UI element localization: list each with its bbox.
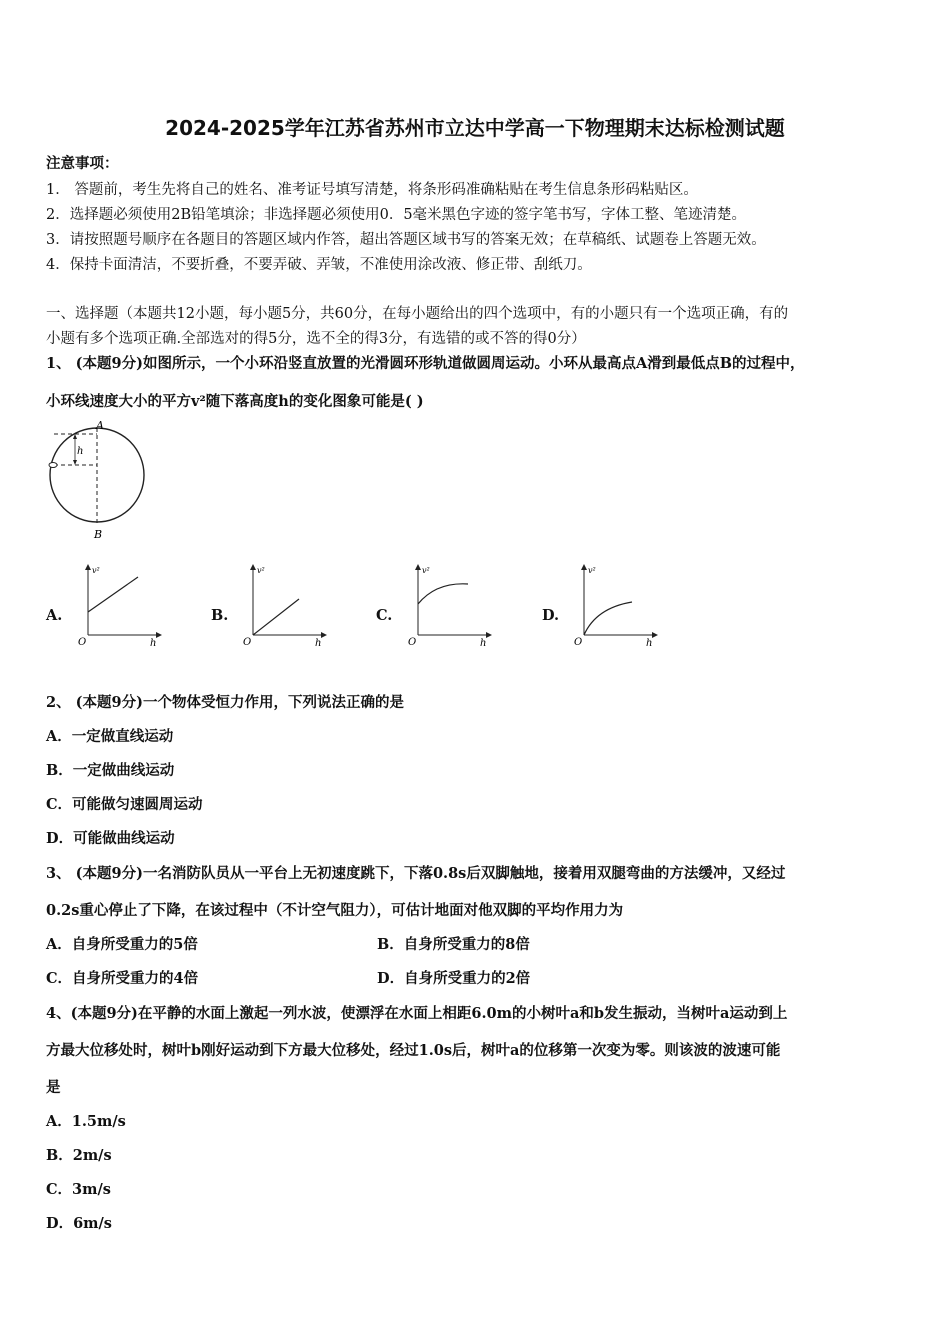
q1-option-c-ylabel: v² bbox=[422, 566, 430, 575]
q2-option-d[interactable]: D．可能做曲线运动 bbox=[46, 830, 175, 847]
q1-option-b-ylabel: v² bbox=[257, 566, 265, 575]
q1-stem-line2: 小环线速度大小的平方v²随下落高度h的变化图象可能是( ) bbox=[46, 393, 424, 410]
q1-option-b-graph[interactable] bbox=[237, 560, 337, 650]
q1-option-c-graph[interactable] bbox=[402, 560, 502, 650]
notice-item-3: 3．请按照题号顺序在各题目的答题区域内作答，超出答题区域书写的答案无效；在草稿纸、试题卷上答题无效。 bbox=[46, 232, 766, 248]
q3-option-c[interactable]: C．自身所受重力的4倍 bbox=[46, 970, 199, 987]
q3-option-a[interactable]: A．自身所受重力的5倍 bbox=[46, 936, 198, 953]
q1-circle-figure bbox=[40, 418, 160, 544]
q1-option-d-letter[interactable]: D. bbox=[542, 607, 560, 624]
page-title: 2024-2025学年江苏省苏州市立达中学高一下物理期末达标检测试题 bbox=[165, 116, 785, 140]
q1-option-a-xlabel: h bbox=[150, 638, 157, 649]
q2-option-c[interactable]: C．可能做匀速圆周运动 bbox=[46, 796, 203, 813]
q3-stem-line2: 0.2s重心停止了下降，在该过程中（不计空气阻力），可估计地面对他双脚的平均作用力为 bbox=[46, 902, 624, 919]
notice-item-1: 1． 答题前，考生先将自己的姓名、准考证号填写清楚，将条形码准确粘贴在考生信息条形码粘贴区。 bbox=[46, 182, 698, 198]
q4-stem-line1: 4、(本题9分)在平静的水面上激起一列水波，使漂浮在水面上相距6.0m的小树叶a和b发生振动，当树叶a运动到上 bbox=[46, 1005, 788, 1022]
section-header-line1: 一、选择题（本题共12小题，每小题5分，共60分，在每小题给出的四个选项中，有的小题只有一个选项正确，有的 bbox=[46, 306, 789, 322]
q1-option-b-letter[interactable]: B. bbox=[211, 607, 229, 624]
notice-heading: 注意事项： bbox=[46, 155, 119, 172]
q1-option-a-letter[interactable]: A. bbox=[46, 607, 63, 624]
q1-figure-h-label: h bbox=[77, 446, 84, 457]
notice-item-4: 4．保持卡面清洁，不要折叠，不要弄破、弄皱，不准使用涂改液、修正带、刮纸刀。 bbox=[46, 257, 592, 273]
q2-option-b[interactable]: B．一定做曲线运动 bbox=[46, 762, 175, 779]
q1-option-d-xlabel: h bbox=[646, 638, 653, 649]
q1-option-a-ylabel: v² bbox=[92, 566, 100, 575]
notice-item-2: 2．选择题必须使用2B铅笔填涂；非选择题必须使用0．5毫米黑色字迹的签字笔书写，字体工整、笔迹清楚。 bbox=[46, 207, 747, 223]
q1-option-d-ylabel: v² bbox=[588, 566, 596, 575]
q2-stem: 2、 (本题9分)一个物体受恒力作用，下列说法正确的是 bbox=[46, 694, 404, 711]
q1-option-c-xlabel: h bbox=[480, 638, 487, 649]
q1-option-d-origin: O bbox=[574, 637, 583, 648]
q1-figure-a-label: A bbox=[96, 419, 104, 432]
q1-option-a-curve bbox=[88, 577, 138, 612]
q1-option-d-graph[interactable] bbox=[568, 560, 668, 650]
q1-option-b-xlabel: h bbox=[315, 638, 322, 649]
q1-option-c-origin: O bbox=[408, 637, 417, 648]
q4-option-d[interactable]: D．6m/s bbox=[46, 1215, 112, 1232]
q1-option-a-origin: O bbox=[78, 637, 87, 648]
q1-option-c-letter[interactable]: C. bbox=[376, 607, 393, 624]
q4-option-c[interactable]: C．3m/s bbox=[46, 1181, 111, 1198]
q1-option-d-curve bbox=[584, 602, 632, 635]
q1-option-b-curve bbox=[253, 599, 299, 635]
q3-option-b[interactable]: B．自身所受重力的8倍 bbox=[377, 936, 530, 953]
q1-stem-line1: 1、 (本题9分)如图所示，一个小环沿竖直放置的光滑圆环形轨道做圆周运动。小环从最高点A滑到最低点B的过程中， bbox=[46, 355, 805, 372]
q4-stem-line3: 是 bbox=[46, 1079, 61, 1096]
section-header-line2: 小题有多个选项正确.全部选对的得5分，选不全的得3分，有选错的或不答的得0分） bbox=[46, 331, 586, 347]
q4-option-a[interactable]: A．1.5m/s bbox=[46, 1113, 126, 1130]
q3-option-d[interactable]: D．自身所受重力的2倍 bbox=[377, 970, 531, 987]
q1-option-c-curve bbox=[418, 584, 468, 604]
q1-option-b-origin: O bbox=[243, 637, 252, 648]
q4-stem-line2: 方最大位移处时，树叶b刚好运动到下方最大位移处，经过1.0s后，树叶a的位移第一次变为零。则该波的波速可能 bbox=[46, 1042, 781, 1059]
q1-figure-b-label: B bbox=[94, 528, 103, 541]
q3-stem-line1: 3、 (本题9分)一名消防队员从一平台上无初速度跳下，下落0.8s后双脚触地，接着用双腿弯曲的方法缓冲，又经过 bbox=[46, 865, 786, 882]
q1-option-a-graph[interactable] bbox=[72, 560, 172, 650]
q4-option-b[interactable]: B．2m/s bbox=[46, 1147, 112, 1164]
q2-option-a[interactable]: A．一定做直线运动 bbox=[46, 728, 174, 745]
